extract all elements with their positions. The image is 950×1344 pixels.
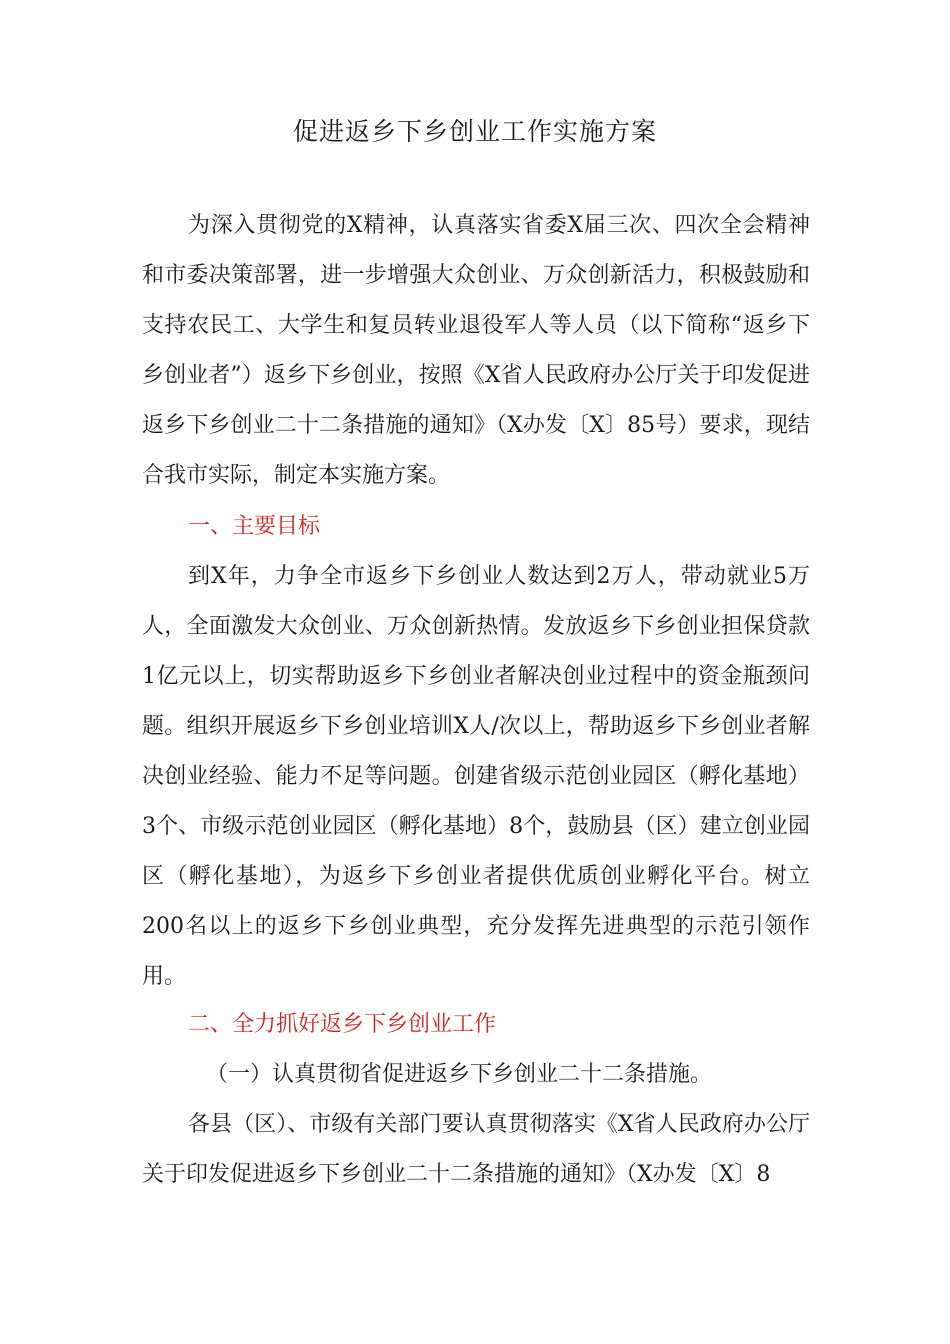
section-heading-work: 二、全力抓好返乡下乡创业工作 <box>188 1012 497 1037</box>
intro-paragraph: 为深入贯彻党的X精神，认真落实省委X届三次、四次全会精神和市委决策部署，进一步增强大众创业、万众创新活力，积极鼓励和支持农民工、大学生和复员转业退役军人等人员（以下简称“返乡下乡创业者”）返乡下乡创业，按照《X省人民政府办公厅关于印发促进返乡下乡创业二十二条措施的通知》（X办发〔X〕85号）要求，现结合我市实际，制定本实施方案。 <box>142 213 810 488</box>
document-title: 促进返乡下乡创业工作实施方案 <box>292 117 657 146</box>
subsection-heading-implement-measures: （一）认真贯彻省促进返乡下乡创业二十二条措施。 <box>206 1062 713 1087</box>
implement-measures-paragraph: 各县（区）、市级有关部门要认真贯彻落实《X省人民政府办公厅关于印发促进返乡下乡创业二十二条措施的通知》（X办发〔X〕8 <box>142 1112 810 1187</box>
section-heading-main-goals: 一、主要目标 <box>188 514 321 539</box>
main-goals-paragraph: 到X年，力争全市返乡下乡创业人数达到2万人，带动就业5万人，全面激发大众创业、万众创新热情。发放返乡下乡创业担保贷款1亿元以上，切实帮助返乡下乡创业者解决创业过程中的资金瓶颈问题。组织开展返乡下乡创业培训X人/次以上，帮助返乡下乡创业者解决创业经验、能力不足等问题。创建省级示范创业园区（孵化基地）3个、市级示范创业园区（孵化基地）8个，鼓励县（区）建立创业园区（孵化基地），为返乡下乡创业者提供优质创业孵化平台。树立200名以上的返乡下乡创业典型，充分发挥先进典型的示范引领作用。 <box>142 564 810 989</box>
